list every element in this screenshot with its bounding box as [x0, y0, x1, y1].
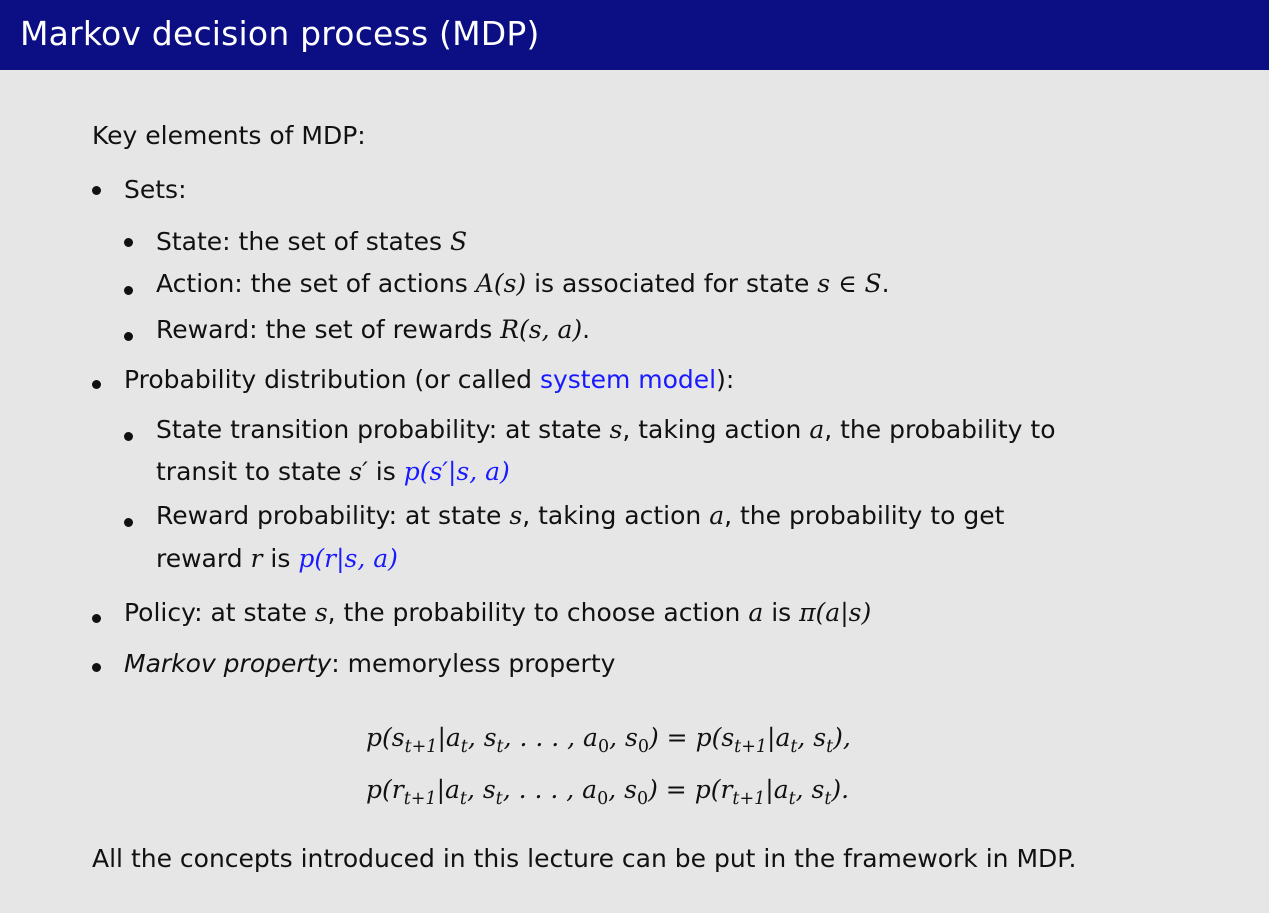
- reward-probability-item-line1: Reward probability: at state s, taking action a, the probability to get: [156, 501, 1005, 530]
- equation-state: $p(s_{t+1}|a_t$, $s_t$, . . . , $a_0$, $s_0) = p(s_{t+1}|a_t$, $s_t$),: [366, 723, 851, 757]
- markov-property-item: Markov property: memoryless property: [124, 649, 616, 678]
- bullet-icon: [92, 380, 101, 389]
- reward-probability-expr: p(r|s, a): [298, 544, 398, 573]
- probability-heading: Probability distribution (or called system model):: [124, 365, 735, 394]
- reward-probability-item-line2: reward r is p(r|s, a): [156, 544, 398, 573]
- bullet-icon: [92, 663, 101, 672]
- reward-set-item: Reward: the set of rewards R(s, a).: [156, 315, 591, 344]
- bullet-icon: [124, 332, 133, 341]
- sets-label: Sets:: [124, 175, 187, 204]
- policy-item: Policy: at state s, the probability to choose action a is π(a|s): [124, 598, 872, 627]
- bullet-icon: [124, 238, 133, 247]
- state-set-symbol: S: [450, 227, 468, 256]
- equation-reward: $p(r_{t+1}|a_t$, $s_t$, . . . , $a_0$, $s_0) = p(r_{t+1}|a_t$, $s_t$).: [366, 775, 850, 809]
- bullet-icon: [92, 614, 101, 623]
- state-transition-item-line2: transit to state s′ is p(s′|s, a): [156, 457, 510, 486]
- bullet-icon: [124, 518, 133, 527]
- bullet-icon: [124, 432, 133, 441]
- system-model-highlight: system model: [539, 365, 717, 394]
- state-set-item: State: the set of states S: [156, 227, 468, 256]
- bullet-icon: [92, 186, 101, 195]
- state-transition-item-line1: State transition probability: at state s, taking action a, the probability to: [156, 415, 1056, 444]
- intro-text: Key elements of MDP:: [92, 121, 366, 150]
- bullet-icon: [124, 286, 133, 295]
- slide-title: Markov decision process (MDP): [20, 14, 540, 53]
- action-set-item: Action: the set of actions A(s) is associated for state s ∈ S.: [156, 269, 890, 298]
- conclusion-text: All the concepts introduced in this lecture can be put in the framework in MDP.: [92, 844, 1077, 873]
- transition-probability-expr: p(s′|s, a): [403, 457, 510, 486]
